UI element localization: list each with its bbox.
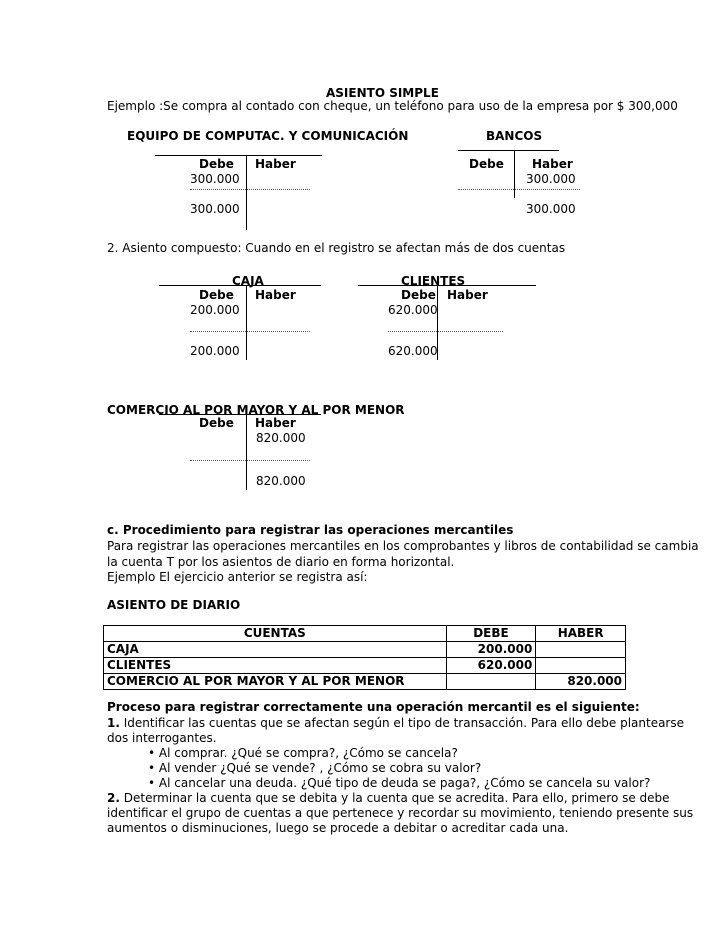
proceso-step-2 bbox=[107, 791, 670, 806]
t-account-equipo-top-line bbox=[155, 155, 322, 156]
step-1-text: Identificar las cuentas que se afectan según el tipo de transacción. Para ello debe plantearse bbox=[119, 716, 684, 730]
proceso-heading: Proceso para registrar correctamente una operación mercantil es el siguiente: bbox=[107, 700, 640, 714]
t-account-bancos-sum-line bbox=[458, 189, 580, 190]
t-account-comercio-debe-label: Debe bbox=[199, 416, 234, 430]
list-item bbox=[148, 746, 458, 761]
t-account-comercio-divider bbox=[246, 414, 247, 490]
table-row bbox=[104, 658, 626, 674]
t-account-equipo-debe-total: 300.000 bbox=[190, 202, 240, 216]
bullet-icon: • bbox=[148, 761, 156, 775]
t-account-bancos-top-line bbox=[458, 150, 559, 151]
t-account-bancos-debe-label: Debe bbox=[469, 157, 504, 171]
table-row bbox=[104, 642, 626, 658]
proceso-step-2-line-2: identificar el grupo de cuentas a que pertenece y recordar su movimiento, teniendo presente sus bbox=[107, 806, 694, 820]
diario-header-haber: HABER bbox=[536, 626, 626, 642]
diario-cell-haber bbox=[536, 658, 626, 674]
bullet-icon: • bbox=[148, 776, 156, 790]
bullet-text: Al cancelar una deuda. ¿Qué tipo de deuda se paga?, ¿Cómo se cancela su valor? bbox=[158, 776, 651, 790]
diario-heading: ASIENTO DE DIARIO bbox=[107, 598, 241, 612]
t-account-clientes-top-line bbox=[358, 285, 536, 286]
compuesto-intro: 2. Asiento compuesto: Cuando en el registro se afectan más de dos cuentas bbox=[107, 241, 566, 255]
t-account-equipo-sum-line bbox=[190, 189, 310, 190]
step-2-text: Determinar la cuenta que se debita y la cuenta que se acredita. Para ello, primero se debe bbox=[119, 791, 670, 805]
t-account-clientes-sum-line bbox=[388, 331, 503, 332]
procedimiento-line-1: Para registrar las operaciones mercantiles en los comprobantes y libros de contabilidad se cambia bbox=[107, 539, 699, 553]
t-account-equipo-debe-value: 300.000 bbox=[190, 172, 240, 186]
t-account-clientes-title: CLIENTES bbox=[401, 274, 466, 288]
diario-cell-debe: 620.000 bbox=[446, 658, 536, 674]
t-account-bancos-divider bbox=[514, 150, 515, 198]
t-account-comercio-title: COMERCIO AL POR MAYOR Y AL POR MENOR bbox=[107, 403, 405, 417]
t-account-equipo-haber-label: Haber bbox=[255, 157, 296, 171]
t-account-equipo-debe-label: Debe bbox=[199, 157, 234, 171]
t-account-bancos-title: BANCOS bbox=[486, 129, 543, 143]
proceso-step-1 bbox=[107, 716, 684, 731]
t-account-comercio-sum-line bbox=[190, 460, 310, 461]
t-account-clientes-debe-value: 620.000 bbox=[388, 303, 438, 317]
simple-title: ASIENTO SIMPLE bbox=[326, 86, 439, 100]
diario-cell-haber bbox=[536, 642, 626, 658]
table-row bbox=[104, 674, 626, 690]
t-account-caja-debe-total: 200.000 bbox=[190, 344, 240, 358]
t-account-equipo-divider bbox=[246, 155, 247, 230]
t-account-caja-debe-label: Debe bbox=[199, 288, 234, 302]
procedimiento-line-3: Ejemplo El ejercicio anterior se registra así: bbox=[107, 570, 368, 584]
diario-header-debe: DEBE bbox=[446, 626, 536, 642]
diario-header-row bbox=[104, 626, 626, 642]
diario-cell-debe: 200.000 bbox=[446, 642, 536, 658]
diario-header-cuentas: CUENTAS bbox=[104, 626, 447, 642]
t-account-bancos-haber-total: 300.000 bbox=[526, 202, 576, 216]
simple-example: Ejemplo :Se compra al contado con cheque, un teléfono para uso de la empresa por $ 300,000 bbox=[107, 99, 678, 113]
diario-cell-debe bbox=[446, 674, 536, 690]
diario-cell-cuenta: COMERCIO AL POR MAYOR Y AL POR MENOR bbox=[104, 674, 447, 690]
step-2-number: 2. bbox=[107, 791, 120, 805]
t-account-caja-title: CAJA bbox=[232, 274, 264, 288]
t-account-caja-debe-value: 200.000 bbox=[190, 303, 240, 317]
t-account-caja-divider bbox=[246, 285, 247, 360]
procedimiento-line-2: la cuenta T por los asientos de diario en forma horizontal. bbox=[107, 555, 455, 569]
t-account-comercio-top-line bbox=[159, 414, 321, 415]
t-account-clientes-debe-total: 620.000 bbox=[388, 344, 438, 358]
bullet-text: Al comprar. ¿Qué se compra?, ¿Cómo se cancela? bbox=[158, 746, 458, 760]
t-account-comercio-haber-total: 820.000 bbox=[256, 474, 306, 488]
t-account-caja-top-line bbox=[159, 285, 321, 286]
t-account-equipo-title: EQUIPO DE COMPUTAC. Y COMUNICACIÓN bbox=[127, 129, 409, 143]
t-account-clientes-haber-label: Haber bbox=[447, 288, 488, 302]
bullet-icon: • bbox=[148, 746, 156, 760]
diario-cell-cuenta: CAJA bbox=[104, 642, 447, 658]
diario-table bbox=[103, 625, 626, 690]
diario-cell-haber: 820.000 bbox=[536, 674, 626, 690]
proceso-step-2-line-3: aumentos o disminuciones, luego se procede a debitar o acreditar cada una. bbox=[107, 821, 569, 835]
procedimiento-heading: c. Procedimiento para registrar las operaciones mercantiles bbox=[107, 523, 514, 537]
t-account-caja-sum-line bbox=[190, 331, 310, 332]
t-account-comercio-haber-value: 820.000 bbox=[256, 431, 306, 445]
t-account-comercio-haber-label: Haber bbox=[255, 416, 296, 430]
list-item bbox=[148, 776, 650, 791]
diario-cell-cuenta: CLIENTES bbox=[104, 658, 447, 674]
t-account-bancos-haber-label: Haber bbox=[532, 157, 573, 171]
t-account-caja-haber-label: Haber bbox=[255, 288, 296, 302]
t-account-clientes-debe-label: Debe bbox=[401, 288, 436, 302]
proceso-step-1-line-2: dos interrogantes. bbox=[107, 731, 217, 745]
bullet-text: Al vender ¿Qué se vende? , ¿Cómo se cobra su valor? bbox=[158, 761, 482, 775]
t-account-bancos-haber-value: 300.000 bbox=[526, 172, 576, 186]
list-item bbox=[148, 761, 481, 776]
step-1-number: 1. bbox=[107, 716, 120, 730]
